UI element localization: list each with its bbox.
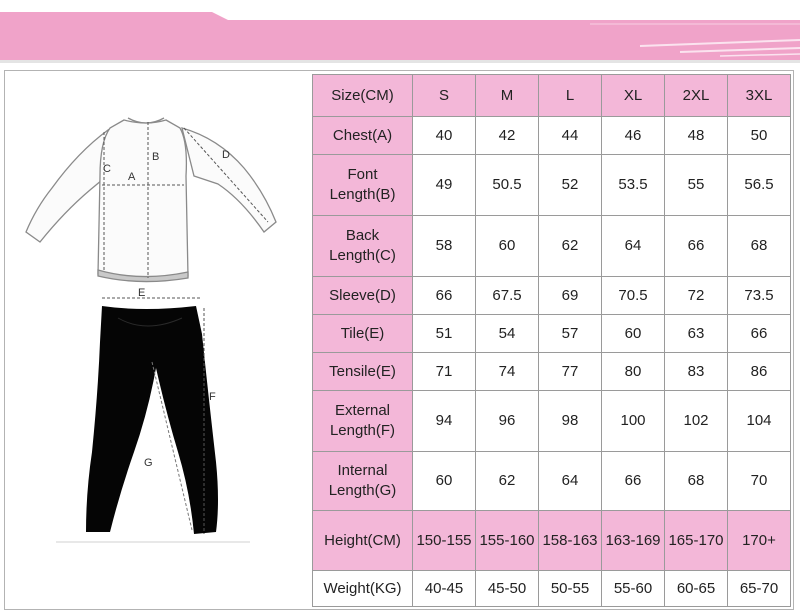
table-cell: 40 — [413, 117, 476, 155]
row-label: Font Length(B) — [313, 155, 413, 216]
table-cell: 45-50 — [476, 571, 539, 607]
label-a: A — [128, 171, 136, 183]
table-cell: 104 — [728, 391, 791, 452]
table-cell: 150-155 — [413, 511, 476, 571]
table-cell: 62 — [476, 452, 539, 511]
table-cell: 72 — [665, 277, 728, 315]
table-row — [313, 391, 791, 452]
table-cell: 42 — [476, 117, 539, 155]
table-cell: 54 — [476, 315, 539, 353]
table-cell: 66 — [665, 216, 728, 277]
row-label: Chest(A) — [313, 117, 413, 155]
table-cell: 86 — [728, 353, 791, 391]
table-cell: 53.5 — [602, 155, 665, 216]
table-cell: 170+ — [728, 511, 791, 571]
table-cell: 60 — [476, 216, 539, 277]
table-row — [313, 277, 791, 315]
table-cell: 66 — [728, 315, 791, 353]
label-b: B — [152, 151, 160, 163]
table-cell: 94 — [413, 391, 476, 452]
table-cell: 50 — [728, 117, 791, 155]
table-cell: 56.5 — [728, 155, 791, 216]
table-row — [313, 511, 791, 571]
header-label: Size(CM) — [313, 75, 413, 117]
table-cell: 63 — [665, 315, 728, 353]
table-cell: 73.5 — [728, 277, 791, 315]
table-cell: 71 — [413, 353, 476, 391]
table-cell: 155-160 — [476, 511, 539, 571]
table-row — [313, 117, 791, 155]
label-f: F — [209, 391, 216, 403]
table-cell: 52 — [539, 155, 602, 216]
table-cell: 55 — [665, 155, 728, 216]
pants-illustration — [56, 298, 250, 542]
table-cell: 64 — [602, 216, 665, 277]
table-row — [313, 571, 791, 607]
table-cell: 96 — [476, 391, 539, 452]
table-cell: 165-170 — [665, 511, 728, 571]
table-cell: 100 — [602, 391, 665, 452]
row-label: Internal Length(G) — [313, 452, 413, 511]
table-cell: 58 — [413, 216, 476, 277]
table-cell: 50.5 — [476, 155, 539, 216]
table-cell: 102 — [665, 391, 728, 452]
table-cell: 67.5 — [476, 277, 539, 315]
table-cell: 49 — [413, 155, 476, 216]
table-cell: 80 — [602, 353, 665, 391]
size-chart-table — [312, 74, 791, 607]
table-cell: 40-45 — [413, 571, 476, 607]
label-g: G — [144, 457, 153, 469]
size-s: S — [413, 75, 476, 117]
table-cell: 64 — [539, 452, 602, 511]
table-row — [313, 353, 791, 391]
jersey-illustration — [26, 118, 276, 282]
label-c: C — [103, 163, 111, 175]
label-e: E — [138, 287, 146, 299]
table-row — [313, 155, 791, 216]
table-cell: 69 — [539, 277, 602, 315]
table-cell: 68 — [728, 216, 791, 277]
table-cell: 74 — [476, 353, 539, 391]
table-cell: 48 — [665, 117, 728, 155]
jersey-and-pants-diagram — [6, 72, 306, 608]
row-label: Tile(E) — [313, 315, 413, 353]
row-label: Sleeve(D) — [313, 277, 413, 315]
row-label: Tensile(E) — [313, 353, 413, 391]
table-cell: 98 — [539, 391, 602, 452]
table-cell: 57 — [539, 315, 602, 353]
row-label: External Length(F) — [313, 391, 413, 452]
table-cell: 55-60 — [602, 571, 665, 607]
size-2xl: 2XL — [665, 75, 728, 117]
size-xl: XL — [602, 75, 665, 117]
table-row — [313, 452, 791, 511]
table-cell: 77 — [539, 353, 602, 391]
row-label: Height(CM) — [313, 511, 413, 571]
table-cell: 66 — [602, 452, 665, 511]
table-header-row — [313, 75, 791, 117]
table-cell: 46 — [602, 117, 665, 155]
table-cell: 83 — [665, 353, 728, 391]
table-row — [313, 315, 791, 353]
table-cell: 65-70 — [728, 571, 791, 607]
table-cell: 70.5 — [602, 277, 665, 315]
table-cell: 44 — [539, 117, 602, 155]
header-banner — [0, 0, 800, 64]
table-cell: 60-65 — [665, 571, 728, 607]
table-cell: 50-55 — [539, 571, 602, 607]
table-row — [313, 216, 791, 277]
table-cell: 163-169 — [602, 511, 665, 571]
table-cell: 66 — [413, 277, 476, 315]
table-cell: 62 — [539, 216, 602, 277]
table-cell: 60 — [602, 315, 665, 353]
table-cell: 68 — [665, 452, 728, 511]
size-3xl: 3XL — [728, 75, 791, 117]
size-l: L — [539, 75, 602, 117]
table-cell: 60 — [413, 452, 476, 511]
table-cell: 158-163 — [539, 511, 602, 571]
table-cell: 51 — [413, 315, 476, 353]
size-m: M — [476, 75, 539, 117]
row-label: Weight(KG) — [313, 571, 413, 607]
table-cell: 70 — [728, 452, 791, 511]
row-label: Back Length(C) — [313, 216, 413, 277]
label-d: D — [222, 149, 230, 161]
